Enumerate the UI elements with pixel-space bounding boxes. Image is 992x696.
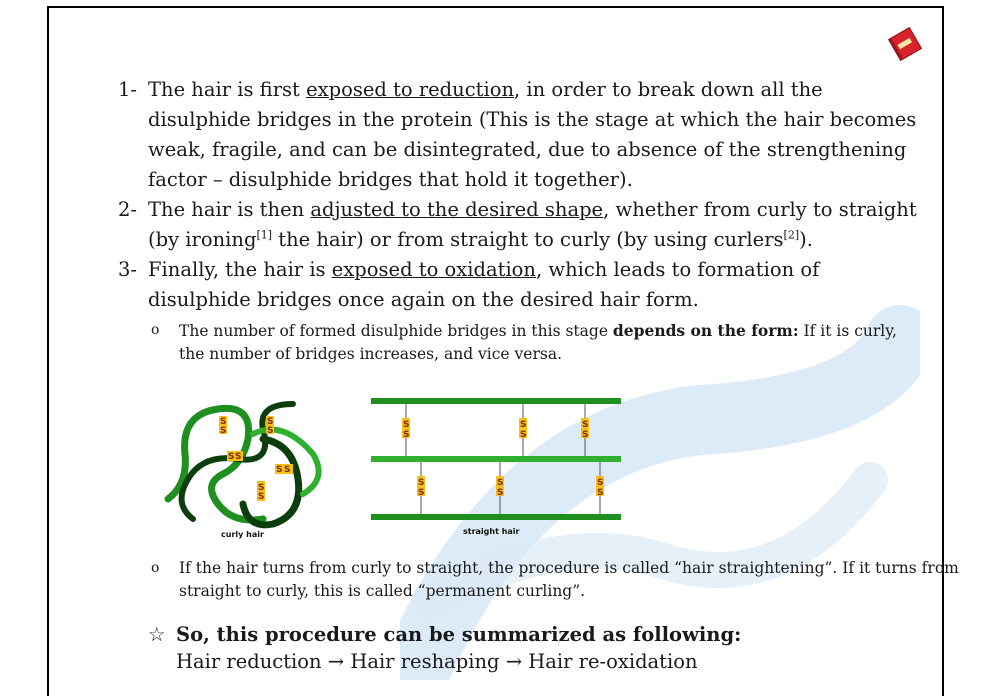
steps-list	[118, 75, 918, 366]
svg-text:S: S	[403, 420, 410, 430]
svg-text:S: S	[267, 417, 274, 427]
item-underlined: exposed to reduction	[306, 78, 515, 101]
svg-text:S: S	[418, 478, 425, 488]
svg-text:S: S	[418, 488, 425, 498]
item-number: 3-	[118, 258, 137, 281]
item-text: , which leads to formation of disulphide bridges once again on the desired hair form.	[148, 258, 820, 311]
svg-text:S: S	[258, 483, 265, 493]
curly-hair-label: curly hair	[221, 530, 264, 539]
sub-bullet	[148, 557, 969, 603]
svg-text:S: S	[497, 478, 504, 488]
svg-text:S: S	[497, 488, 504, 498]
hair-bridges-figure	[163, 394, 633, 540]
list-item	[118, 255, 918, 366]
svg-text:S: S	[582, 430, 589, 440]
item-text: The hair is first	[148, 78, 307, 101]
straight-hair-label: straight hair	[463, 527, 520, 536]
straight-hair-diagram	[371, 398, 621, 536]
circle-bullet-icon: o	[151, 560, 160, 576]
item-text: the hair) or from straight to curly (by using curlers	[272, 228, 784, 251]
item-underlined: exposed to oxidation	[331, 258, 536, 281]
svg-text:S: S	[220, 426, 227, 436]
item-underlined: adjusted to the desired shape	[310, 198, 604, 221]
summary-flow: Hair reduction → Hair reshaping → Hair re-oxidation	[176, 650, 698, 673]
list-item	[118, 75, 918, 195]
sub-bullet	[148, 319, 918, 366]
item-text: , whether from curly to straight (by ironing	[148, 198, 917, 251]
svg-text:S: S	[276, 465, 283, 475]
svg-text:S: S	[582, 420, 589, 430]
item-text: , in order to break down all the disulphide bridges in the protein (This is the stage at which the hair becomes weak, fragile, and can be disintegrated, due to absence of the strengthening factor – disulphide bridges that hold it together).	[148, 78, 917, 191]
item-number: 1-	[118, 78, 137, 101]
sub-text: The number of formed disulphide bridges in this stage	[179, 322, 613, 340]
svg-text:S: S	[284, 465, 291, 475]
footnote-ref[interactable]: [1]	[256, 228, 273, 242]
item-text: ).	[799, 228, 813, 251]
book-icon	[885, 24, 925, 64]
svg-text:S: S	[597, 488, 604, 498]
star-icon: ☆	[148, 623, 166, 646]
svg-text:S: S	[520, 430, 527, 440]
item-text: The hair is then	[148, 198, 311, 221]
curly-hair-diagram	[168, 404, 319, 539]
circle-bullet-icon: o	[151, 322, 160, 338]
sub-text: If it is curly, the number of bridges increases, and vice versa.	[179, 322, 897, 363]
summary-heading: So, this procedure can be summarized as following:	[176, 623, 742, 646]
svg-text:S: S	[258, 492, 265, 502]
svg-text:S: S	[597, 478, 604, 488]
svg-text:S: S	[235, 452, 242, 462]
footnote-ref[interactable]: [2]	[783, 228, 800, 242]
svg-text:S: S	[228, 452, 235, 462]
svg-text:S: S	[267, 426, 274, 436]
list-item	[118, 195, 918, 255]
svg-text:S: S	[520, 420, 527, 430]
summary-block	[148, 621, 741, 675]
sub-bold: depends on the form:	[612, 321, 799, 340]
svg-text:S: S	[403, 430, 410, 440]
item-number: 2-	[118, 198, 137, 221]
sub-text: If the hair turns from curly to straight, the procedure is called “hair straightening”. If it turns from straight to curly, this is called “permanent curling”.	[179, 559, 959, 600]
item-text: Finally, the hair is	[148, 258, 332, 281]
svg-text:S: S	[220, 417, 227, 427]
